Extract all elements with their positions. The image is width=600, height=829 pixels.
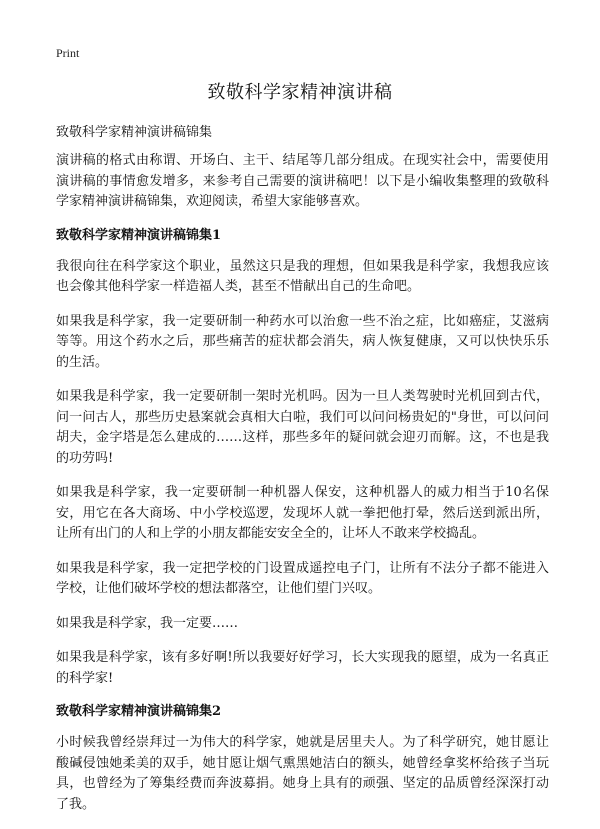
paragraph: 我很向往在科学家这个职业，虽然这只是我的理想，但如果我是科学家，我想我应该也会像其他科学家一样造福人类，甚至不惜献出自己的生命吧。: [56, 258, 549, 294]
intro-paragraph: 演讲稿的格式由称谓、开场白、主干、结尾等几部分组成。在现实社会中，需要使用演讲稿的事情愈发增多，来参考自己需要的演讲稿吧！以下是小编收集整理的致敬科学家精神演讲稿锦集，欢迎阅读，希望大家能够喜欢。: [56, 153, 549, 209]
paragraph: 如果我是科学家，我一定要……: [56, 615, 239, 631]
page-subtitle: 致敬科学家精神演讲稿锦集: [56, 125, 213, 140]
paragraph: 如果我是科学家，我一定要研制一种机器人保安，这种机器人的威力相当于10名保安，用它在各大商场、中小学校巡逻，发现坏人就一拳把他打晕，然后送到派出所，让所有出门的人和上学的小朋友都能安安全全的，让坏人不敢来学校捣乱。: [56, 485, 549, 541]
paragraph: 如果我是科学家，该有多好啊!所以我要好好学习，长大实现我的愿望，成为一名真正的科学家!: [56, 650, 549, 686]
page-title: 致敬科学家精神演讲稿: [207, 82, 393, 103]
paragraph: 小时候我曾经崇拜过一为伟大的科学家，她就是居里夫人。为了科学研究，她甘愿让酸碱侵蚀她柔美的双手，她甘愿让烟气熏黑她洁白的额头，她曾经拿奖杯给孩子当玩具，也曾经为了筹集经费而奔波募捐。她身上具有的顽强、坚定的品质曾经深深打动了我。: [56, 735, 549, 812]
paragraph: 如果我是科学家，我一定要研制一架时光机吗。因为一旦人类驾驶时光机回到古代，问一问古人，那些历史悬案就会真相大白啦，我们可以问问杨贵妃的"身世，可以问问胡夫，金字塔是怎么建成的……这样，那些多年的疑问就会迎刃而解。这，不也是我的功劳吗!: [56, 389, 549, 466]
paragraph: 如果我是科学家，我一定要研制一种药水可以治愈一些不治之症，比如癌症，艾滋病等等。用这个药水之后，那些痛苦的症状都会消失，病人恢复健康，又可以快快乐乐的生活。: [56, 313, 549, 370]
paragraph: 如果我是科学家，我一定把学校的门设置成遥控电子门，让所有不法分子都不能进入学校，让他们破坏学校的想法都落空，让他们望门兴叹。: [56, 560, 549, 596]
print-link[interactable]: Print: [56, 46, 80, 60]
article-body: [56, 151, 549, 829]
section-heading-2: 致敬科学家精神演讲稿锦集2: [56, 704, 222, 719]
section-heading-1: 致敬科学家精神演讲稿锦集1: [56, 227, 222, 243]
